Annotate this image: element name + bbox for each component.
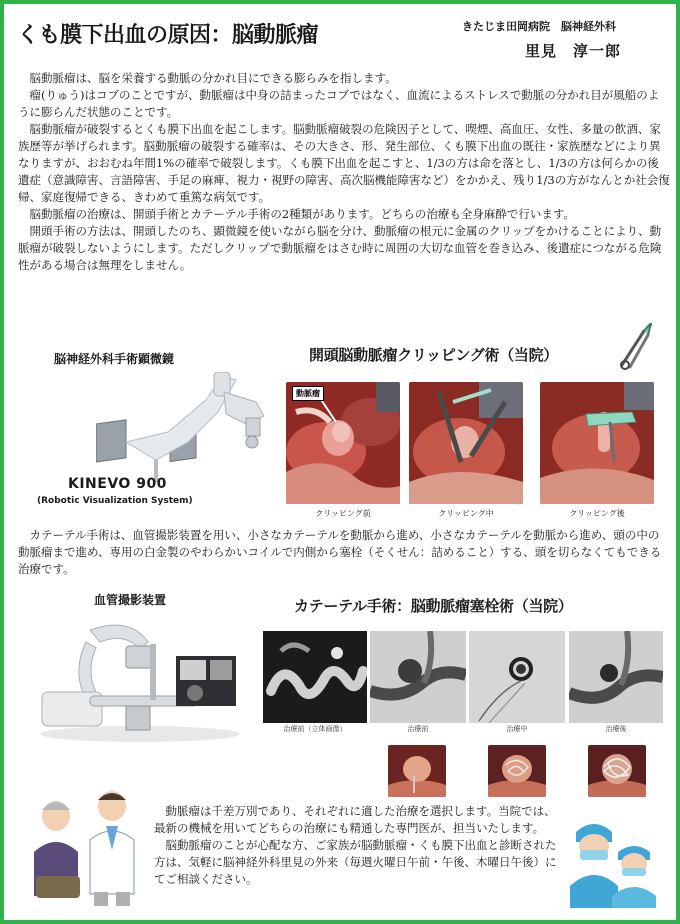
author-name: 里見 淳一郎: [525, 42, 622, 60]
catheter-paragraph: カテーテル手術は、血管撮影装置を用い、小さなカテーテルを動脈から進め、小さなカテーテルを動脈から進め、頭の中の動脈瘤まで進め、専用の白金製のやわらかいコイルで内側から塞栓（そくせん：詰めること）する、頭を切らなくてもできる治療です。: [18, 528, 662, 576]
xray-pretreatment: [370, 631, 466, 723]
caption-during-clipping: クリッピング中: [438, 509, 494, 518]
microscope-image: [96, 372, 272, 484]
coil-illustration-1: [388, 745, 446, 797]
surgeons-illustration: [564, 812, 664, 908]
surgery-photo-during: [409, 382, 523, 504]
xray-caption-after: 治療後: [605, 725, 627, 733]
intro-paragraph: 脳動脈瘤が破裂するとくも膜下出血を起こします。脳動脈瘤破裂の危険因子として、喫煙、高血圧、女性、多量の飲酒、家族歴等が挙げられます。脳動脈瘤の破裂する確率は、その大きさ、形、発生部位、くも膜下出血の既往・家族歴などにより異なりますが、おおむね年間1%の確率で破裂します。くも膜下出血を起こすと、1/3の方は命を落とし、1/3の方は何らかの後遺症（意識障害、言語障害、手足の麻痺、視力・視野の障害、高次脳機能障害など）をかかえ、残り1/3の方がなんとか社会復帰、家庭復帰できる、きわめて重篤な病気です。: [18, 122, 670, 204]
closing-section: [154, 803, 559, 888]
xray-caption-during: 治療中: [506, 725, 528, 733]
coil-illustration-2: [488, 745, 546, 797]
device-name: KINEVO 900: [68, 476, 167, 492]
angio-device-label: 血管撮影装置: [94, 593, 167, 607]
page-title: くも膜下出血の原因：脳動脈瘤: [17, 23, 319, 48]
intro-paragraph: 開頭手術の方法は、開頭したのち、顕微鏡を使いながら脳を分け、動脈瘤の根元に金属のクリップをかけることにより、動脈瘤が破裂しないようにします。ただしクリップで動脈瘤をはさむ時に周囲の大切な血管を巻き込み、後遺症につながる危険性がある場合は無理をしません。: [18, 224, 662, 272]
xray-during-treatment: [469, 631, 565, 723]
surgery-photo-after: [540, 382, 654, 504]
intro-paragraph: 瘤(りゅう)はコブのことですが、動脈瘤は中身の詰まったコブではなく、血流によるストレスで動脈の分かれ目が風船のように膨らんだ状態のことです。: [18, 88, 660, 119]
xray-post-treatment: [569, 631, 663, 723]
intro-section: [18, 70, 670, 274]
intro-paragraph: 脳動脈瘤は、脳を栄養する動脈の分かれ目にできる膨らみを指します。: [29, 71, 397, 85]
closing-paragraph: 脳動脈瘤のことが心配な方、ご家族が脳動脈瘤・くも膜下出血と診断された方は、気軽に脳神経外科里見の外来（毎週火曜日午前・午後、木曜日午後）にてご相談ください。: [154, 838, 557, 886]
closing-paragraph: 動脈瘤は千差万別であり、それぞれに適した治療を選択します。当院では、最新の機械を用いてどちらの治療にも精通した専門医が、担当いたします。: [154, 804, 556, 835]
catheter-title: カテーテル手術：脳動脈瘤塞栓術（当院）: [294, 597, 573, 615]
xray-caption-3d: 治療前（立体画像）: [283, 725, 347, 733]
caption-after-clipping: クリッピング後: [569, 509, 625, 518]
intro-paragraph: 脳動脈瘤の治療は、開頭手術とカテーテル手術の2種類があります。どちらの治療も全身麻酔で行います。: [29, 207, 575, 221]
catheter-section: [18, 527, 670, 578]
doctor-patient-illustration: [28, 780, 146, 908]
xray-3d-pretreatment: [263, 631, 367, 723]
device-subtitle: (Robotic Visualization System): [37, 496, 193, 506]
coil-illustration-3: [588, 745, 646, 797]
angiography-device-image: [30, 616, 252, 744]
microscope-label: 脳神経外科手術顕微鏡: [54, 352, 175, 366]
caption-before-clipping: クリッピング前: [315, 509, 371, 518]
hospital-name: きたじま田岡病院 脳神経外科: [462, 20, 616, 33]
aneurysm-tag: 動脈瘤: [292, 386, 324, 401]
xray-caption-before: 治療前: [407, 725, 429, 733]
clip-icon: [614, 317, 658, 371]
clipping-title: 開頭脳動脈瘤クリッピング術（当院）: [309, 346, 559, 364]
